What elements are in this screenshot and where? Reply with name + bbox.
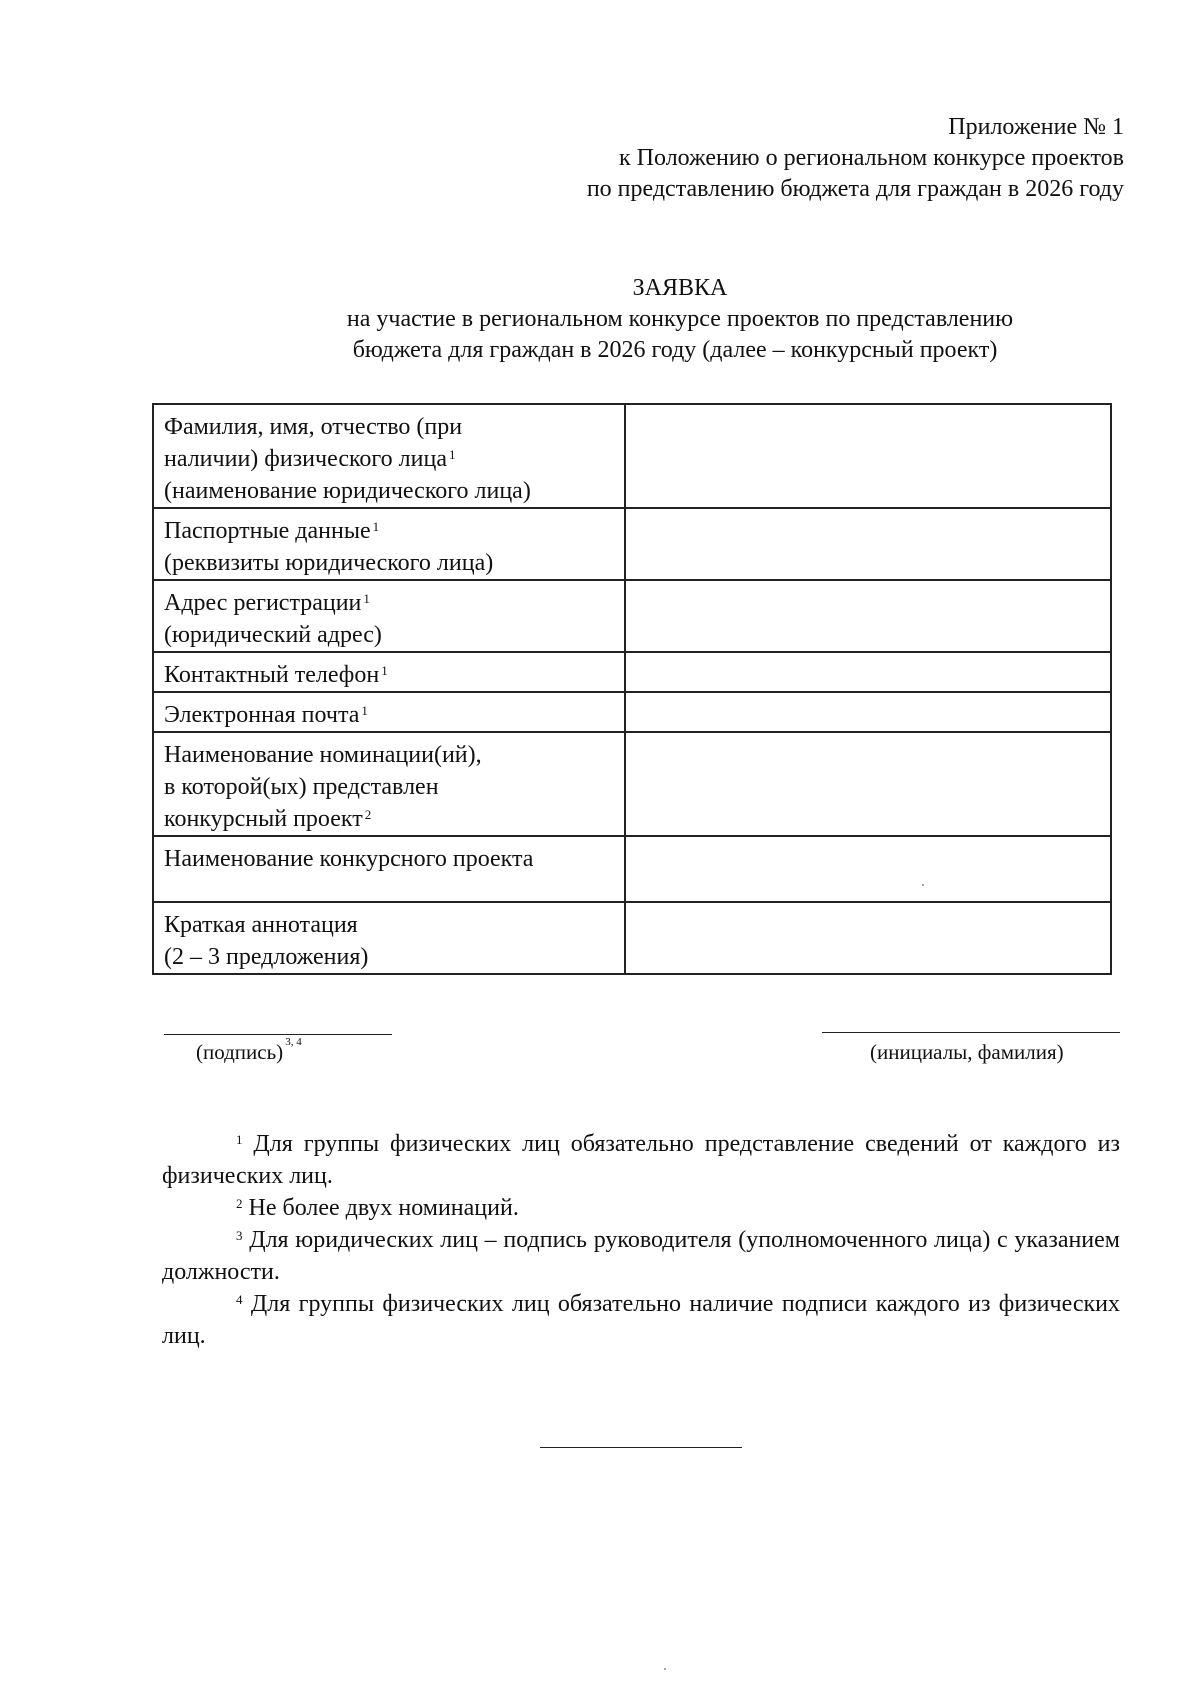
form-row-value-field[interactable] bbox=[625, 836, 1111, 902]
footnote-ref: 1 bbox=[361, 703, 368, 718]
form-row-label-line-wrap bbox=[164, 515, 614, 547]
application-form-table bbox=[152, 403, 1112, 975]
form-row-value-field[interactable] bbox=[625, 508, 1111, 580]
footnote-text: Для юридических лиц – подпись руководителя (уполномоченного лица) с указанием должности. bbox=[162, 1227, 1120, 1285]
footnote-ref: 1 bbox=[372, 519, 380, 534]
footnote-text: Не более двух номинаций. bbox=[242, 1195, 519, 1221]
footnote bbox=[162, 1128, 1120, 1192]
footnote bbox=[162, 1192, 1120, 1224]
form-row-label-line-wrap bbox=[164, 699, 614, 731]
form-row-label-line: (наименование юридического лица) bbox=[164, 478, 531, 504]
form-row bbox=[153, 902, 1111, 974]
appendix-reference: к Положению о региональном конкурсе проектов bbox=[619, 145, 1124, 171]
form-row-label-line: Наименование номинации(ий), bbox=[164, 742, 482, 768]
form-row-value-field[interactable] bbox=[625, 404, 1111, 508]
appendix-header bbox=[587, 112, 1124, 205]
appendix-reference-cont: по представлению бюджета для граждан в 2026 году bbox=[586, 176, 1124, 202]
form-row-label-line-wrap bbox=[164, 803, 614, 835]
form-row-label bbox=[153, 404, 625, 508]
form-row-label-line: Паспортные данные bbox=[164, 518, 371, 544]
footnote-number: 3 bbox=[236, 1228, 243, 1243]
footnote-number: 2 bbox=[236, 1196, 243, 1211]
application-title-block bbox=[0, 273, 1200, 366]
form-row-label bbox=[153, 508, 625, 580]
footnote-number: 4 bbox=[236, 1292, 243, 1307]
form-row bbox=[153, 732, 1111, 836]
application-subtitle-line2: бюджета для граждан в 2026 году (далее – конкурсный проект) bbox=[352, 337, 998, 363]
form-row-label-line: Электронная почта bbox=[164, 702, 360, 728]
form-row bbox=[153, 836, 1111, 902]
form-row-value-field[interactable] bbox=[625, 652, 1111, 692]
form-row-value-field[interactable] bbox=[625, 902, 1111, 974]
form-row bbox=[153, 508, 1111, 580]
footnote-text: Для группы физических лиц обязательно наличие подписи каждого из физических лиц. bbox=[162, 1291, 1120, 1349]
application-subtitle-line1: на участие в региональном конкурсе проектов по представлению bbox=[346, 306, 1014, 332]
signature-line[interactable] bbox=[164, 1034, 392, 1035]
signature-caption bbox=[196, 1036, 302, 1065]
signature-label: (подпись) bbox=[196, 1040, 284, 1064]
footnote-number: 1 bbox=[236, 1132, 243, 1147]
footnotes bbox=[162, 1128, 1120, 1352]
name-line[interactable] bbox=[822, 1032, 1120, 1033]
form-row-label bbox=[153, 836, 625, 902]
application-title: ЗАЯВКА bbox=[632, 275, 728, 301]
footnote-text: Для группы физических лиц обязательно представление сведений от каждого из физических лиц. bbox=[162, 1131, 1120, 1189]
signature-footnote-ref: 3, 4 bbox=[285, 1036, 302, 1048]
form-row-label bbox=[153, 652, 625, 692]
form-row-label-line: наличии) физического лица bbox=[164, 446, 447, 472]
form-row bbox=[153, 580, 1111, 652]
form-row-label-line: (юридический адрес) bbox=[164, 622, 382, 648]
form-row-label-line: Наименование конкурсного проекта bbox=[164, 846, 534, 872]
form-row-label-line: в которой(ых) представлен bbox=[164, 774, 439, 800]
form-row bbox=[153, 692, 1111, 732]
form-row-value-field[interactable] bbox=[625, 732, 1111, 836]
form-row-value-field[interactable] bbox=[625, 692, 1111, 732]
form-row-label-line: Фамилия, имя, отчество (при bbox=[164, 414, 463, 440]
footnote-ref: 1 bbox=[448, 447, 456, 462]
footnote bbox=[162, 1288, 1120, 1352]
form-row-label bbox=[153, 732, 625, 836]
form-row bbox=[153, 652, 1111, 692]
form-row-label-line: конкурсный проект bbox=[164, 806, 363, 832]
form-row-label bbox=[153, 902, 625, 974]
form-row-label-line: Контактный телефон bbox=[164, 662, 380, 688]
form-row-label-line: Адрес регистрации bbox=[164, 590, 362, 616]
form-row-label-line-wrap bbox=[164, 659, 614, 691]
footnote-ref: 1 bbox=[363, 591, 370, 606]
form-row-label-line-wrap bbox=[164, 587, 614, 619]
end-rule bbox=[540, 1447, 742, 1448]
form-row-label-line: (2 – 3 предложения) bbox=[164, 944, 369, 970]
footnote-ref: 1 bbox=[381, 663, 388, 678]
form-row-label-line: (реквизиты юридического лица) bbox=[164, 550, 494, 576]
form-row-label-line: Краткая аннотация bbox=[164, 912, 358, 938]
form-row-label bbox=[153, 692, 625, 732]
form-row bbox=[153, 404, 1111, 508]
form-row-value-field[interactable] bbox=[625, 580, 1111, 652]
name-caption: (инициалы, фамилия) bbox=[870, 1040, 1064, 1064]
form-row-label bbox=[153, 580, 625, 652]
scan-speck bbox=[664, 1668, 666, 1670]
scan-speck bbox=[922, 884, 924, 886]
footnote bbox=[162, 1224, 1120, 1288]
appendix-number: Приложение № 1 bbox=[948, 114, 1124, 140]
form-row-label-line-wrap bbox=[164, 443, 614, 475]
footnote-ref: 2 bbox=[364, 807, 372, 822]
